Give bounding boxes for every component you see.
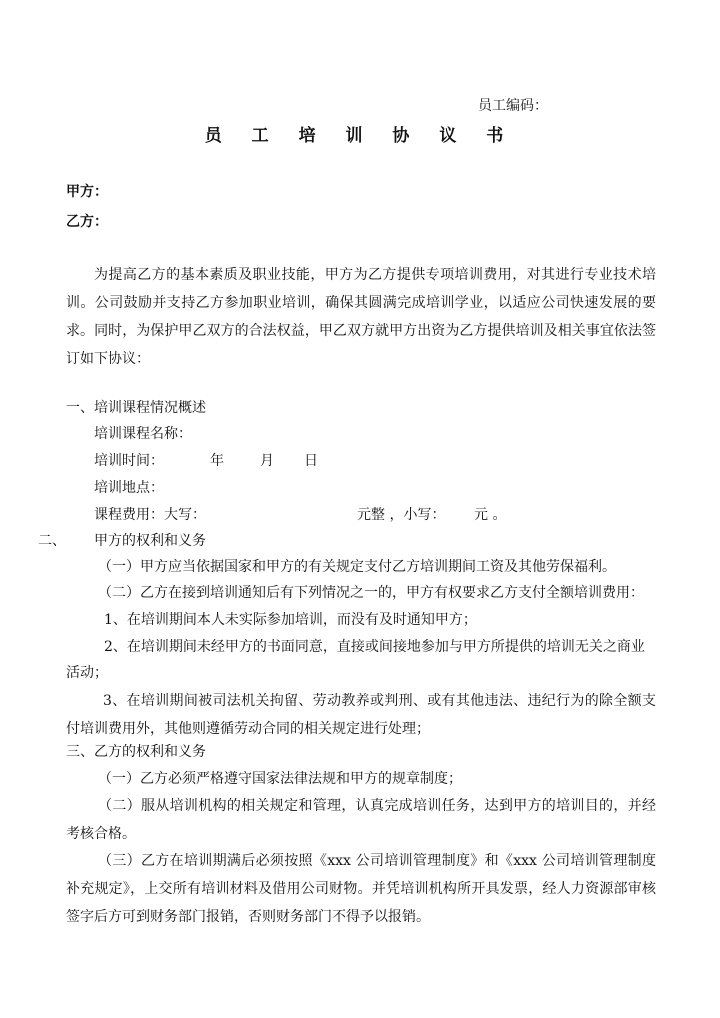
intro-paragraph: 为提高乙方的基本素质及职业技能，甲方为乙方提供专项培训费用，对其进行专业技术培训。公司鼓励并支持乙方参加职业培训，确保其圆满完成培训学业，以适应公司快速发展的要求。同时，为保护甲乙双方的合法权益，甲乙双方就甲方出资为乙方提供培训及相关事宜依法签订如下协议： <box>66 267 656 367</box>
section3-heading: 三、乙方的权利和义务 <box>66 744 206 760</box>
employee-code-label: 员工编码： <box>478 98 548 114</box>
day-label: 日 <box>304 453 318 469</box>
training-location-label: 培训地点： <box>94 480 164 496</box>
section3-item3: （三）乙方在培训期满后必须按照《xxx 公司培训管理制度》和《xxx 公司培训管理制度补充规定》，上交所有培训材料及借用公司财物。并凭培训机构所开具发票，经人力资源部审核签字后方可到财务部门报销，否则财务部门不得予以报销。 <box>66 853 656 925</box>
month-label: 月 <box>260 453 274 469</box>
course-name-label: 培训课程名称： <box>94 426 192 442</box>
party-b-label: 乙方： <box>66 214 108 230</box>
section2-sub3: 3、在培训期间被司法机关拘留、劳动教养或判刑、或有其他违法、违纪行为的除全额支付培训费用外，其他则遵循劳动合同的相关规定进行处理； <box>66 693 656 737</box>
section3-item2: （二）服从培训机构的相关规定和管理，认真完成培训任务，达到甲方的培训目的，并经考核合格。 <box>66 798 656 842</box>
section2-heading: 甲方的权利和义务 <box>94 533 206 549</box>
section3-item1: （一）乙方必须严格遵守国家法律法规和甲方的规章制度； <box>98 771 462 787</box>
section2-item2: （二）乙方在接到培训通知后有下列情况之一的，甲方有权要求乙方支付全额培训费用： <box>98 585 644 601</box>
year-label: 年 <box>210 453 224 469</box>
training-time-label: 培训时间： <box>94 453 164 469</box>
document-title: 员 工 培 训 协 议 书 <box>204 126 516 146</box>
fee-lower-suffix: 元 。 <box>474 507 507 523</box>
section1-heading: 一、培训课程情况概述 <box>66 400 206 416</box>
section2-sub1: 1、在培训期间本人未实际参加培训，而没有及时通知甲方； <box>104 612 477 628</box>
section2-sub2-line1: 2、在培训期间未经甲方的书面同意，直接或间接地参加与甲方所提供的培训无关之商业 <box>104 639 645 655</box>
section2-item1: （一）甲方应当依据国家和甲方的有关规定支付乙方培训期间工资及其他劳保福利。 <box>98 559 616 575</box>
section2-number: 二、 <box>38 533 66 549</box>
course-fee-label: 课程费用：大写： <box>94 507 206 523</box>
party-a-label: 甲方： <box>66 184 108 200</box>
section2-sub2-line2: 活动； <box>66 665 108 681</box>
fee-upper-suffix: 元整 ，小写： <box>357 507 446 523</box>
